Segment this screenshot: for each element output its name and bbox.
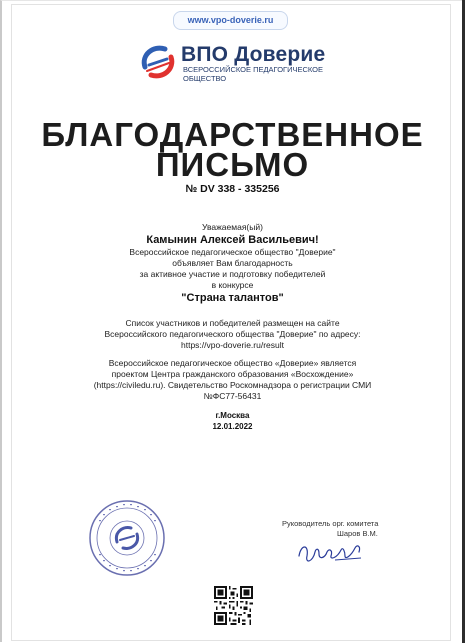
contest-name: "Страна талантов"	[181, 292, 284, 304]
org-line: Всероссийское педагогическое общество «Доверие» является	[108, 358, 357, 368]
organization-info	[0, 358, 465, 402]
salutation: Уважаемая(ый)	[202, 222, 263, 232]
recipient-name: Камынин Алексей Васильевич!	[146, 234, 319, 246]
logo-subtitle	[183, 65, 333, 83]
body-line: в конкурсе	[211, 280, 254, 290]
letter-body	[0, 222, 465, 305]
title-line: ПИСЬМО	[155, 146, 310, 183]
org-line: (https://civiledu.ru). Свидетельство Роскомнадзора о регистрации СМИ	[93, 380, 372, 390]
logo-subtitle-line: ОБЩЕСТВО	[183, 74, 227, 83]
logo-subtitle-line: ВСЕРОССИЙСКОЕ ПЕДАГОГИЧЕСКОЕ	[183, 65, 324, 74]
site-url-badge: www.vpo-doverie.ru	[173, 11, 288, 30]
signer-role: Руководитель орг. комитета	[282, 519, 379, 528]
body-line: за активное участие и подготовку победителей	[139, 269, 326, 279]
date: 12.01.2022	[212, 422, 253, 431]
org-line: проектом Центра гражданского образования «Восхождение»	[111, 369, 354, 379]
place-date	[0, 410, 465, 432]
body-line: объявляет Вам благодарность	[172, 258, 293, 268]
org-line: №ФС77-56431	[203, 391, 262, 401]
handwritten-signature-icon	[295, 538, 365, 568]
results-info	[0, 318, 465, 351]
doverie-logo-icon	[137, 41, 179, 83]
signer-block	[282, 519, 392, 539]
results-link[interactable]: https://vpo-doverie.ru/result	[181, 340, 284, 350]
city: г.Москва	[215, 411, 250, 420]
doverie-logo	[137, 41, 337, 89]
logo-brand-name: ВПО Доверие	[181, 43, 326, 66]
document-title	[0, 116, 465, 183]
body-line: Всероссийское педагогическое общество "Доверие"	[129, 247, 336, 257]
document-number: № DV 338 - 335256	[185, 183, 280, 195]
title-line: БЛАГОДАРСТВЕННОЕ	[41, 116, 424, 153]
results-line: Всероссийского педагогического общества "Доверие" по адресу:	[104, 329, 361, 339]
results-line: Список участников и победителей размещен на сайте	[125, 318, 340, 328]
qr-code-icon[interactable]	[214, 586, 253, 625]
signer-name: Шаров В.М.	[337, 529, 378, 538]
round-seal-icon	[87, 498, 167, 578]
